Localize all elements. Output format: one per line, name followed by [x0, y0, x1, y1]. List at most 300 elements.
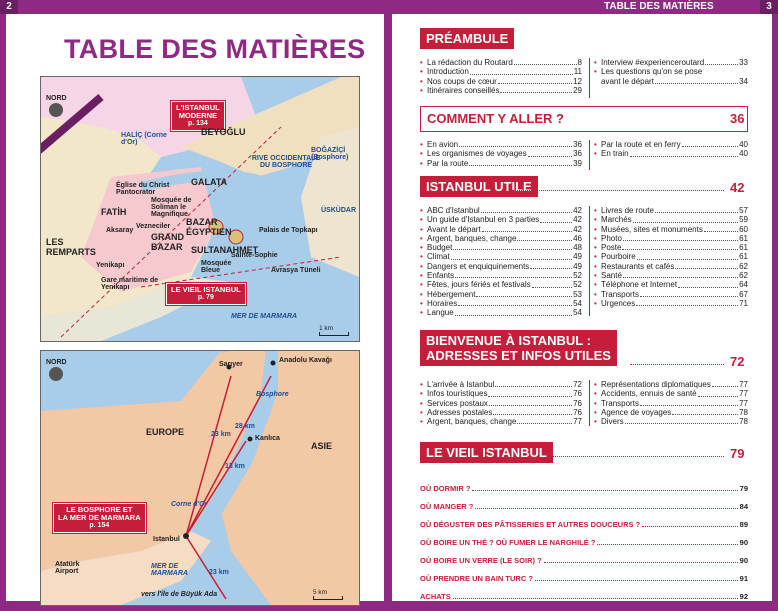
- leader-dots: [540, 215, 572, 222]
- toc-entry[interactable]: [420, 380, 582, 389]
- map-label: LES REMPARTS: [46, 237, 96, 257]
- bullet-icon: [594, 77, 601, 86]
- section-page: 42: [730, 180, 745, 195]
- toc-entry-label: Poste: [601, 243, 622, 253]
- leader-dots: [597, 538, 737, 545]
- toc-entry[interactable]: [420, 86, 582, 95]
- toc-entry[interactable]: [420, 234, 582, 243]
- preambule-left-col: [420, 58, 582, 95]
- toc-entry-label: Argent, banques, change: [427, 417, 517, 427]
- toc-entry-page: 67: [739, 289, 748, 299]
- toc-entry-page: 40: [739, 140, 748, 149]
- leader-dots: [488, 389, 572, 396]
- map-label: Avrasya Tüneli: [271, 267, 321, 274]
- map-label: GALATA: [191, 177, 228, 187]
- toc-subsection-page: 84: [739, 502, 748, 511]
- toc-entry-page: 62: [739, 271, 748, 281]
- toc-entry-page: 61: [739, 252, 748, 262]
- toc-subsection-page: 91: [739, 574, 748, 583]
- toc-entry[interactable]: [594, 67, 748, 76]
- toc-entry-page: 39: [573, 158, 582, 168]
- toc-subsection[interactable]: [420, 484, 748, 493]
- toc-entry-page: 49: [573, 261, 582, 271]
- toc-entry-page: 76: [573, 389, 582, 399]
- toc-entry-label: Divers: [601, 417, 624, 427]
- leader-dots: [655, 77, 738, 84]
- bullet-icon: •: [420, 308, 423, 318]
- leader-dots: [459, 140, 572, 147]
- bullet-icon: •: [594, 243, 597, 253]
- map-label: MER DE MARMARA: [231, 313, 298, 320]
- toc-entry-label: Infos touristiques: [427, 389, 488, 399]
- toc-entry[interactable]: [594, 215, 748, 224]
- leader-dots: [672, 408, 738, 415]
- bullet-icon: •: [420, 252, 423, 262]
- bullet-icon: •: [594, 298, 597, 308]
- toc-entry-label: Argent, banques, change: [427, 233, 517, 243]
- toc-entry[interactable]: [420, 290, 582, 299]
- toc-entry-page: 76: [573, 398, 582, 408]
- leader-dots: [633, 215, 738, 222]
- toc-entry-label: Urgences: [601, 298, 636, 308]
- leader-dots: [472, 484, 737, 491]
- left-page-number: 2: [0, 0, 18, 14]
- bullet-icon: •: [420, 398, 423, 408]
- toc-subsection[interactable]: [420, 574, 748, 583]
- toc-entry-page: 54: [573, 298, 582, 308]
- leader-dots: [470, 67, 573, 74]
- toc-entry-page: 36: [573, 149, 582, 159]
- toc-entry[interactable]: [594, 77, 748, 86]
- bullet-icon: •: [420, 298, 423, 308]
- toc-subsection[interactable]: [420, 556, 748, 565]
- map-label: ÜSKÜDAR: [321, 207, 356, 214]
- map-label: ASIE: [311, 441, 333, 451]
- toc-entry-label: avant le départ: [601, 76, 654, 86]
- column-divider: [589, 380, 590, 426]
- bullet-icon: •: [594, 380, 597, 389]
- toc-entry-label: Agence de voyages: [601, 407, 672, 417]
- toc-entry-label: Avant le départ: [427, 224, 481, 234]
- comment-left-col: [420, 140, 582, 168]
- toc-entry[interactable]: [420, 149, 582, 158]
- bullet-icon: •: [420, 389, 423, 399]
- toc-entry-label: Représentations diplomatiques: [601, 380, 711, 389]
- map-label: vers l'île de Büyük Ada: [141, 591, 218, 598]
- leader-line: [630, 364, 724, 365]
- column-divider: [589, 58, 590, 98]
- leader-dots: [630, 149, 739, 156]
- box-line: MODERNE: [178, 111, 218, 120]
- label-vieil-istanbul[interactable]: [166, 283, 246, 305]
- toc-entry-page: 60: [739, 224, 748, 234]
- toc-entry-page: 48: [573, 243, 582, 253]
- right-page: [392, 14, 772, 601]
- north-label: NORD: [46, 95, 67, 102]
- box-page: p. 134: [187, 120, 208, 127]
- leader-dots: [698, 389, 738, 396]
- map-label: Sainte-Sophie: [231, 252, 278, 259]
- toc-entry[interactable]: [594, 149, 748, 158]
- column-divider: [589, 206, 590, 316]
- map-label: EUROPE: [146, 427, 185, 437]
- preambule-right-col: [594, 58, 748, 86]
- right-page-number: 3: [760, 0, 778, 14]
- toc-entry[interactable]: [594, 225, 748, 234]
- toc-entry-label: En avion: [427, 140, 459, 149]
- toc-entry-page: 61: [739, 243, 748, 253]
- section-page: 72: [730, 354, 745, 369]
- toc-entry[interactable]: [420, 215, 582, 224]
- map-label: Palais de Topkapı: [259, 227, 318, 234]
- utile-left-col: [420, 206, 582, 318]
- map-label: FATİH: [101, 207, 127, 217]
- toc-subsection-page: 89: [739, 520, 748, 529]
- section-comment-y-aller: [420, 106, 748, 132]
- toc-entry-label: Marchés: [601, 215, 632, 225]
- section-istanbul-utile: [420, 176, 538, 197]
- leader-dots: [622, 243, 738, 250]
- section-title: PRÉAMBULE: [420, 28, 514, 49]
- toc-entry-label: Interview #experienceroutard: [601, 58, 705, 67]
- toc-entry-label: Langue: [427, 308, 454, 318]
- toc-entry-label: L'arrivée à Istanbul: [427, 380, 495, 389]
- leader-dots: [495, 380, 572, 387]
- toc-entry-label: La rédaction du Routard: [427, 58, 513, 67]
- toc-entry-page: 77: [573, 417, 582, 427]
- map-label: Aksaray: [106, 227, 134, 234]
- toc-entry-page: 42: [573, 215, 582, 225]
- toc-entry[interactable]: [594, 252, 748, 261]
- toc-subsection-label: OÙ MANGER ?: [420, 502, 474, 511]
- leader-dots: [637, 252, 738, 259]
- section-preambule: [420, 28, 514, 49]
- section-vieil-istanbul: [420, 442, 553, 463]
- toc-entry[interactable]: [420, 140, 582, 149]
- toc-entry[interactable]: [420, 408, 582, 417]
- toc-entry[interactable]: [594, 290, 748, 299]
- map-label: BAZAR ÉGYPTIEN: [186, 217, 232, 237]
- toc-entry[interactable]: [420, 399, 582, 408]
- toc-entry-label: Dangers et enquiquinements: [427, 261, 530, 271]
- compass-icon: [49, 103, 63, 117]
- toc-entry-page: 64: [739, 280, 748, 290]
- toc-entry-label: Budget: [427, 243, 453, 253]
- map-label: Corne d'Or: [171, 501, 208, 508]
- toc-entry-page: 52: [573, 280, 582, 290]
- city-map: [40, 76, 360, 342]
- leader-dots: [469, 159, 572, 166]
- toc-entry-page: 77: [739, 389, 748, 399]
- toc-entry-page: 46: [573, 233, 582, 243]
- bullet-icon: •: [594, 252, 597, 262]
- leader-dots: [530, 262, 572, 269]
- toc-entry-page: 59: [739, 215, 748, 225]
- map-label: HALİÇ (Corne d'Or): [121, 132, 167, 146]
- bienvenue-left-col: [420, 380, 582, 426]
- leader-dots: [544, 556, 738, 563]
- map-label: Mosquée Bleue: [201, 260, 232, 274]
- toc-entry-label: Horaires: [427, 298, 458, 308]
- north-arrow: [46, 95, 67, 117]
- toc-entry-page: 40: [739, 149, 748, 159]
- toc-entry[interactable]: [420, 77, 582, 86]
- north-arrow: [46, 359, 67, 381]
- bullet-icon: •: [420, 206, 423, 215]
- leader-dots: [451, 252, 572, 259]
- leader-dots: [532, 280, 573, 287]
- toc-entry[interactable]: [594, 280, 748, 289]
- leader-dots: [623, 234, 738, 241]
- toc-entry-page: 33: [739, 58, 748, 67]
- leader-dots: [678, 280, 738, 287]
- leader-dots: [489, 399, 572, 406]
- toc-entry-label: Par la route et en ferry: [601, 140, 681, 149]
- toc-entry-label: Par la route: [427, 158, 469, 168]
- toc-entry[interactable]: [594, 262, 748, 271]
- toc-entry-label: Accidents, ennuis de santé: [601, 389, 697, 399]
- map-label: Atatürk Airport: [55, 561, 80, 575]
- bullet-icon: •: [420, 289, 423, 299]
- page-title: TABLE DES MATIÈRES: [64, 34, 366, 64]
- bullet-icon: •: [420, 140, 423, 149]
- leader-line: [512, 190, 724, 191]
- column-divider: [589, 140, 590, 170]
- toc-subsection[interactable]: [420, 538, 748, 547]
- leader-dots: [636, 299, 738, 306]
- toc-subsection-label: ACHATS: [420, 592, 451, 601]
- map-label: Istanbul: [153, 536, 180, 543]
- bullet-icon: •: [420, 149, 423, 159]
- toc-entry[interactable]: [594, 380, 748, 389]
- toc-entry-page: 78: [739, 407, 748, 417]
- bullet-icon: •: [420, 271, 423, 281]
- map-label: Anadolu Kavağı: [279, 357, 332, 364]
- toc-entry-label: Introduction: [427, 67, 469, 77]
- toc-entry-label: Itinéraires conseillés: [427, 85, 500, 95]
- toc-entry[interactable]: [594, 417, 748, 426]
- leader-dots: [514, 58, 577, 65]
- leader-dots: [528, 149, 572, 156]
- toc-entry[interactable]: [420, 159, 582, 168]
- map-label: BOĞAZİÇİ (Bosphore): [311, 147, 349, 161]
- toc-entry[interactable]: [420, 280, 582, 289]
- toc-entry[interactable]: [420, 243, 582, 252]
- toc-entry[interactable]: [594, 408, 748, 417]
- toc-entry[interactable]: [420, 252, 582, 261]
- leader-dots: [705, 58, 738, 65]
- bullet-icon: •: [420, 233, 423, 243]
- toc-entry-page: 42: [573, 224, 582, 234]
- section-bienvenue: [420, 330, 617, 366]
- bullet-icon: •: [420, 76, 423, 86]
- bullet-icon: •: [594, 407, 597, 417]
- bullet-icon: •: [594, 261, 597, 271]
- bosphorus-map: [40, 350, 360, 606]
- bullet-icon: •: [594, 233, 597, 243]
- section-page: 79: [730, 446, 745, 461]
- toc-entry-page: 57: [739, 206, 748, 215]
- section-page: 36: [730, 111, 745, 126]
- toc-entry-page: 53: [573, 289, 582, 299]
- toc-entry[interactable]: [420, 299, 582, 308]
- bullet-icon: •: [420, 158, 423, 168]
- toc-entry-label: Les questions qu'on se pose: [601, 67, 703, 77]
- toc-entry-page: 34: [739, 76, 748, 86]
- map-label: Yenikapı: [96, 262, 125, 269]
- map-label: Vezneciler: [136, 223, 171, 230]
- toc-entry-label: Nos coups de cœur: [427, 76, 497, 86]
- toc-entry[interactable]: [420, 225, 582, 234]
- box-line: LA MER DE MARMARA: [58, 513, 141, 522]
- toc-entry[interactable]: [420, 308, 582, 317]
- bullet-icon: •: [594, 224, 597, 234]
- toc-subsection-page: 92: [739, 592, 748, 601]
- toc-entry[interactable]: [594, 271, 748, 280]
- map-label: Kanlıca: [255, 435, 280, 442]
- toc-entry-label: Les organismes de voyages: [427, 149, 527, 159]
- toc-entry-page: 61: [739, 233, 748, 243]
- scale-label: 5 km: [313, 589, 328, 596]
- bullet-icon: •: [420, 58, 423, 67]
- toc-entry-page: 72: [573, 380, 582, 389]
- toc-entry[interactable]: [420, 271, 582, 280]
- toc-entry-label: Restaurants et cafés: [601, 261, 675, 271]
- toc-subsection[interactable]: [420, 502, 748, 511]
- map-label: MER DE MARMARA: [151, 563, 188, 577]
- bullet-icon: •: [594, 140, 597, 149]
- toc-entry[interactable]: [594, 58, 748, 67]
- toc-entry-page: 36: [573, 140, 582, 149]
- map-label: 23 km: [209, 569, 229, 576]
- toc-entry-label: Transports: [601, 398, 639, 408]
- utile-right-col: [594, 206, 748, 308]
- toc-entry-label: Photo: [601, 233, 622, 243]
- toc-entry[interactable]: [594, 140, 748, 149]
- toc-entry-label: Musées, sites et monuments: [601, 224, 703, 234]
- left-page: [6, 14, 384, 601]
- toc-subsection-label: OÙ BOIRE UN THÉ ? OÙ FUMER LE NARGHILÉ ?: [420, 538, 596, 547]
- toc-entry[interactable]: [594, 399, 748, 408]
- bullet-icon: •: [420, 67, 423, 77]
- leader-dots: [453, 243, 572, 250]
- toc-entry[interactable]: [420, 389, 582, 398]
- toc-entry-page: 52: [573, 271, 582, 281]
- scale-label: 1 km: [319, 325, 334, 332]
- leader-dots: [453, 592, 738, 599]
- bullet-icon: •: [420, 215, 423, 225]
- leader-dots: [642, 520, 737, 527]
- leader-dots: [458, 299, 572, 306]
- leader-dots: [455, 308, 572, 315]
- toc-entry-page: 11: [573, 67, 582, 77]
- toc-subsection-label: OÙ PRENDRE UN BAIN TURC ?: [420, 574, 533, 583]
- bullet-icon: •: [420, 417, 423, 427]
- bullet-icon: •: [594, 149, 597, 159]
- toc-entry-label: Enfants: [427, 271, 455, 281]
- leader-dots: [517, 417, 572, 424]
- toc-subsection[interactable]: [420, 592, 748, 601]
- running-title: TABLE DES MATIÈRES: [604, 1, 714, 12]
- leader-dots: [493, 408, 572, 415]
- toc-entry-page: 49: [573, 252, 582, 262]
- toc-entry[interactable]: [420, 58, 582, 67]
- leader-dots: [625, 417, 738, 424]
- toc-entry[interactable]: [594, 243, 748, 252]
- map-label: RIVE OCCIDENTALE DU BOSPHORE: [251, 155, 321, 169]
- toc-subsection-label: OÙ DORMIR ?: [420, 484, 471, 493]
- toc-entry-label: ABC d'Istanbul: [427, 206, 480, 215]
- toc-entry[interactable]: [594, 206, 748, 215]
- toc-entry[interactable]: [594, 299, 748, 308]
- toc-entry-label: Climat: [427, 252, 450, 262]
- north-label: NORD: [46, 359, 67, 366]
- toc-entry-page: 71: [739, 298, 748, 308]
- label-bosphore[interactable]: [53, 503, 146, 533]
- leader-dots: [675, 262, 738, 269]
- scale-bar: [313, 589, 343, 600]
- leader-dots: [517, 234, 572, 241]
- box-line: L'ISTANBUL: [176, 103, 220, 112]
- toc-entry[interactable]: [594, 389, 748, 398]
- bullet-icon: •: [594, 215, 597, 225]
- bullet-icon: •: [594, 58, 597, 67]
- toc-entry[interactable]: [420, 262, 582, 271]
- bullet-icon: •: [420, 224, 423, 234]
- bullet-icon: •: [594, 389, 597, 399]
- bullet-icon: •: [594, 67, 597, 77]
- toc-entry-page: 76: [573, 407, 582, 417]
- leader-dots: [640, 399, 738, 406]
- toc-entry[interactable]: [420, 67, 582, 76]
- bullet-icon: •: [594, 271, 597, 281]
- bullet-icon: •: [420, 380, 423, 389]
- box-line: LE VIEIL ISTANBUL: [171, 285, 241, 294]
- toc-entry-label: Transports: [601, 289, 639, 299]
- bullet-icon: •: [594, 206, 597, 215]
- bullet-icon: •: [594, 289, 597, 299]
- section-title: ISTANBUL UTILE: [420, 176, 538, 197]
- toc-entry-page: 29: [573, 85, 582, 95]
- map-label: SULTANAHMET: [191, 245, 259, 255]
- box-page: p. 79: [197, 294, 214, 301]
- toc-subsection-label: OÙ BOIRE UN VERRE (LE SOIR) ?: [420, 556, 542, 565]
- box-line: LE BOSPHORE ET: [66, 505, 133, 514]
- leader-dots: [535, 574, 738, 581]
- toc-entry[interactable]: [420, 417, 582, 426]
- toc-subsection[interactable]: [420, 520, 748, 529]
- map-label: BEYOĞLU: [201, 127, 246, 137]
- toc-entry-page: 8: [577, 58, 582, 67]
- leader-dots: [500, 86, 572, 93]
- toc-entry-page: 62: [739, 261, 748, 271]
- toc-entry-label: Téléphone et Internet: [601, 280, 678, 290]
- leader-dots: [682, 140, 739, 147]
- map-label: Bosphore: [256, 391, 289, 398]
- toc-entry[interactable]: [594, 234, 748, 243]
- scale-bar: [319, 325, 349, 336]
- map-label: Gare maritime de Yenikapı: [101, 277, 159, 291]
- bullet-icon: •: [420, 407, 423, 417]
- toc-entry-page: 12: [573, 76, 582, 86]
- toc-entry-label: Hébergement: [427, 289, 476, 299]
- toc-entry[interactable]: [420, 206, 582, 215]
- toc-subsection-page: 79: [739, 484, 748, 493]
- bullet-icon: •: [420, 243, 423, 253]
- map-label: Église du Christ Pantocrator: [116, 182, 170, 196]
- compass-icon: [49, 367, 63, 381]
- bullet-icon: •: [420, 261, 423, 271]
